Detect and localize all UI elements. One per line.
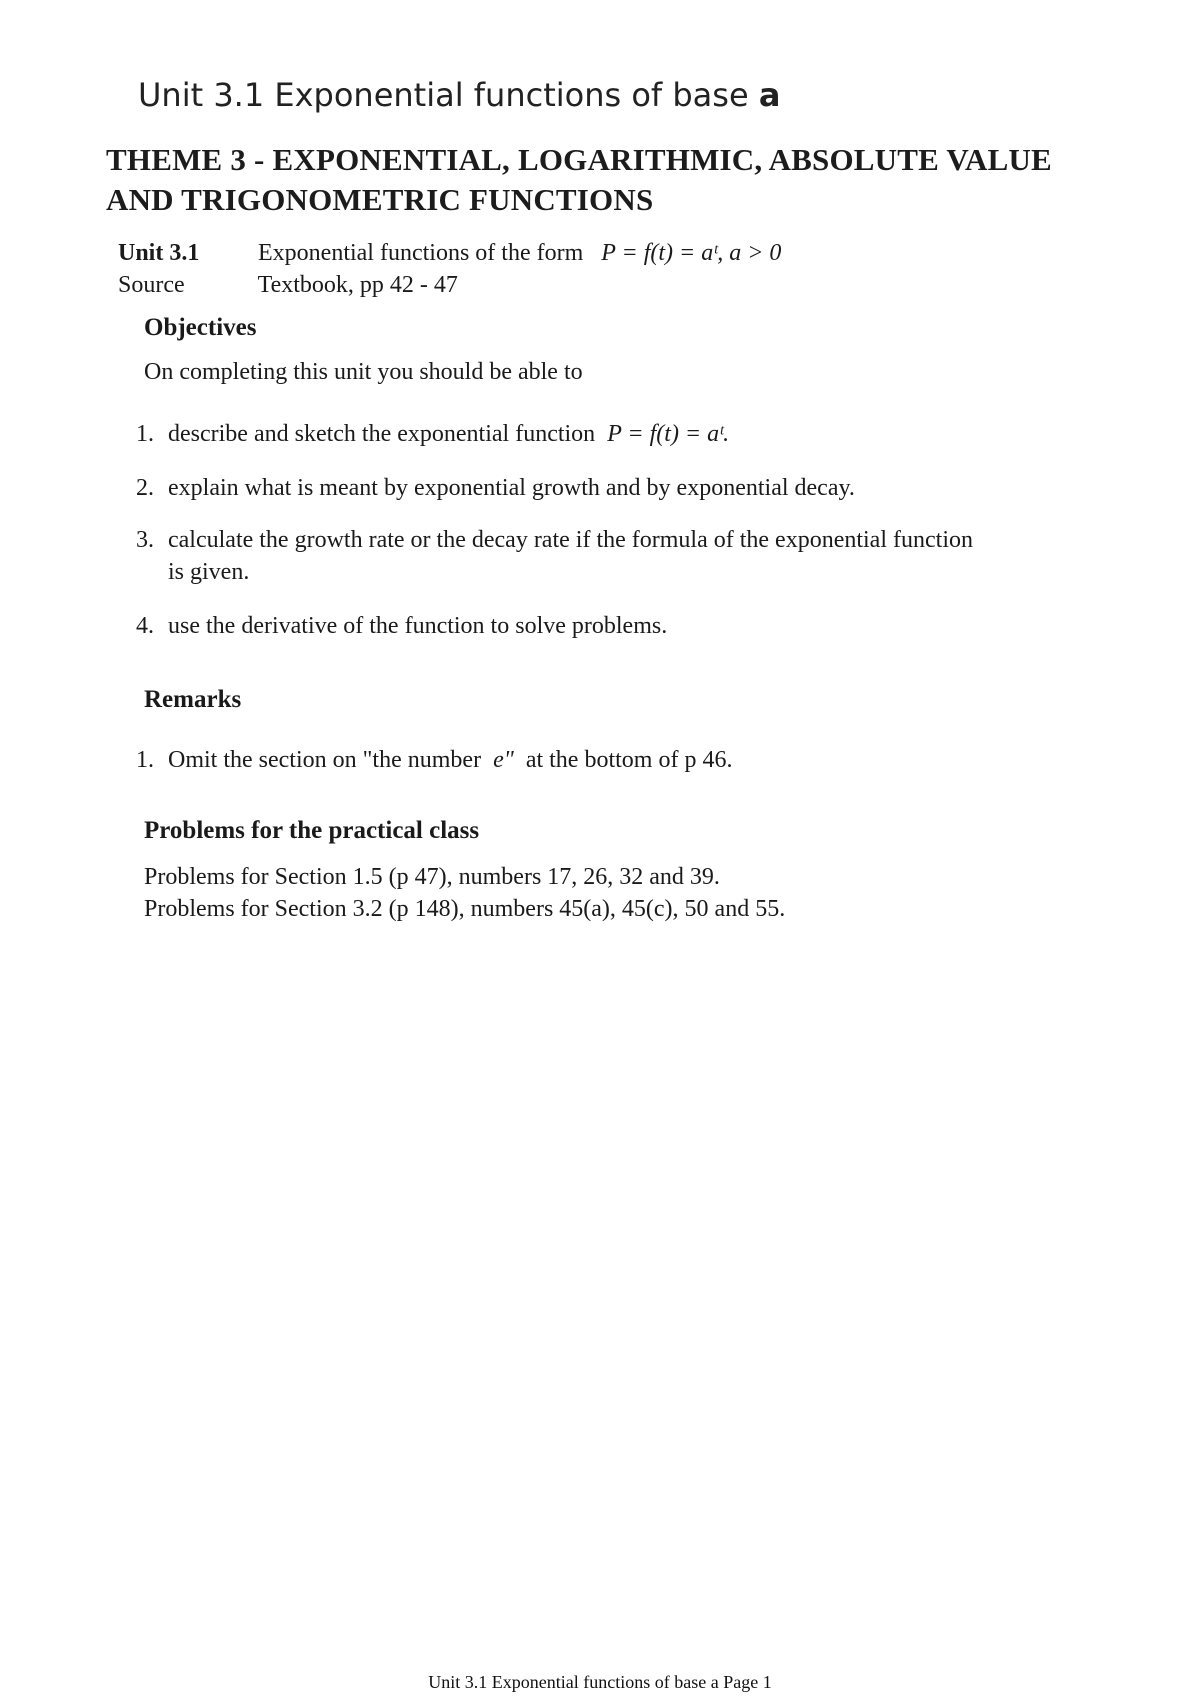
objective-item-3-continuation: is given. bbox=[168, 559, 250, 585]
objective-item-2-number: 2. bbox=[136, 475, 154, 501]
objective-item-1-text: describe and sketch the exponential function bbox=[168, 421, 596, 447]
remark-item-1-text-before: Omit the section on "the number bbox=[168, 747, 482, 773]
page-title bbox=[138, 76, 780, 114]
source-label: Source bbox=[118, 272, 185, 298]
objective-item-4-text: use the derivative of the function to solve problems. bbox=[168, 613, 668, 639]
unit-label: Unit 3.1 bbox=[118, 240, 200, 266]
source-text: Textbook, pp 42 - 47 bbox=[257, 272, 458, 298]
unit-text: Exponential functions of the form bbox=[258, 240, 584, 266]
theme-heading bbox=[106, 140, 1186, 220]
objective-item-3-number: 3. bbox=[136, 527, 154, 553]
objective-item-4-number: 4. bbox=[136, 613, 154, 639]
theme-heading-line-1: THEME 3 - EXPONENTIAL, LOGARITHMIC, ABSOLUTE VALUE bbox=[106, 142, 1052, 177]
objective-item-2 bbox=[136, 472, 1116, 504]
practical-line-2: Problems for Section 3.2 (p 148), numbers 45(a), 45(c), 50 and 55. bbox=[144, 896, 786, 922]
objective-item-1-formula: P = f(t) = aᵗ. bbox=[607, 421, 730, 447]
objective-item-4 bbox=[136, 610, 1116, 642]
page-title-text: Unit 3.1 Exponential functions of base bbox=[138, 76, 749, 114]
unit-row bbox=[118, 240, 781, 267]
source-row bbox=[118, 272, 458, 299]
objective-item-3-text: calculate the growth rate or the decay rate if the formula of the exponential function bbox=[168, 527, 973, 553]
theme-heading-line-2: AND TRIGONOMETRIC FUNCTIONS bbox=[106, 182, 654, 217]
remark-item-1-text-after: at the bottom of p 46. bbox=[525, 747, 733, 773]
objective-item-1-number: 1. bbox=[136, 421, 154, 447]
objective-item-2-text: explain what is meant by exponential growth and by exponential decay. bbox=[168, 475, 855, 501]
remarks-heading: Remarks bbox=[144, 686, 242, 713]
remark-item-1-symbol: e" bbox=[493, 747, 514, 773]
unit-formula: P = f(t) = aᵗ, a > 0 bbox=[601, 240, 782, 266]
objectives-intro: On completing this unit you should be able to bbox=[144, 359, 583, 385]
practical-heading: Problems for the practical class bbox=[144, 817, 480, 844]
objective-item-3 bbox=[136, 524, 1116, 588]
remark-item-1-number: 1. bbox=[136, 747, 154, 773]
objective-item-1 bbox=[136, 418, 1116, 450]
page-footer: Unit 3.1 Exponential functions of base a Page 1 bbox=[428, 1672, 772, 1692]
remark-item-1 bbox=[136, 744, 1116, 776]
objectives-heading: Objectives bbox=[144, 314, 257, 341]
page-title-base-letter: a bbox=[758, 76, 781, 114]
practical-line-1: Problems for Section 1.5 (p 47), numbers 17, 26, 32 and 39. bbox=[144, 864, 720, 890]
